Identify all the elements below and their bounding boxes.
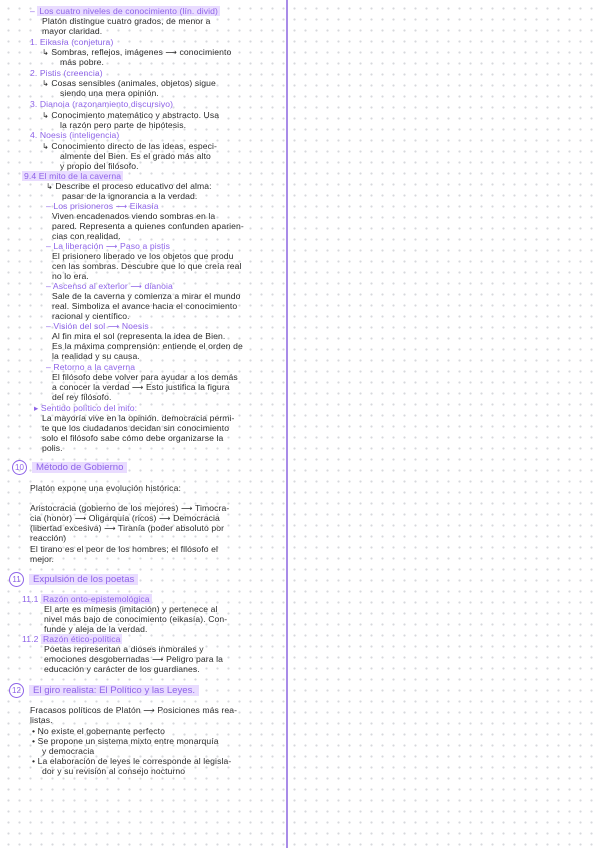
return-text: a conocer la verdad [52, 382, 130, 392]
sun-line: Es la máxima comprensión: entiende el orden de [52, 341, 243, 351]
arrow-icon: ⟶ [143, 706, 155, 715]
s12-bullet [32, 726, 165, 736]
bullet-dot: • [32, 726, 36, 736]
s10-text: cia (honor) [30, 513, 73, 523]
s12-bullet-text: La elaboración de leyes le corresponde al legisla- [37, 756, 232, 766]
noesis-text: Conocimiento directo de las ideas, especi- [51, 141, 217, 151]
s11-sub2-line: educación y carácter de los guardianes. [44, 664, 200, 674]
political-heading: Sentido político del mito: [40, 403, 138, 413]
cave-heading-line [22, 171, 123, 181]
dash-bullet: – [46, 241, 51, 251]
arrow-icon: ⟶ [74, 514, 87, 523]
s11-sub1-heading [22, 594, 152, 604]
bullet-dot: • [32, 736, 36, 746]
s10-text: Oligarquía (ricos) [88, 513, 157, 523]
subsection-title: Razón ético-política [43, 634, 121, 644]
eikasia-heading: 1. Eikasía (conjetura) [30, 37, 114, 47]
arrow-icon: ⟶ [107, 322, 120, 331]
ascent-stage: dianoia [144, 281, 173, 291]
levels-intro-line [30, 6, 220, 16]
s11-sub1-line: El arte es mímesis (imitación) y pertenece al [44, 604, 218, 614]
section-10-heading [12, 460, 127, 475]
ascent-line: real. Simboliza el avance hacia el conocimiento [52, 301, 238, 311]
s12-text: Posiciones más rea- [157, 705, 238, 715]
dash-bullet: – [46, 201, 51, 211]
dianoia-line: la razón pero parte de hipótesis. [60, 120, 187, 130]
hook-arrow-icon: ↳ [42, 111, 49, 120]
prisoners-line: pared. Representa a quienes confunden aparien- [52, 221, 244, 231]
s10-line: reacción) [30, 533, 67, 543]
s12-line: listas. [30, 715, 53, 725]
subsection-number: 11.1 [22, 594, 39, 604]
subsection-number: 11.2 [22, 634, 39, 644]
return-heading-line [46, 362, 135, 372]
eikasia-pre: Sombras, reflejos, imágenes [51, 47, 163, 57]
dash-bullet: – [46, 321, 51, 331]
levels-intro-heading: Los cuatro niveles de conocimiento (lín. divid) [39, 6, 218, 16]
s11-sub1-line: nivel más bajo de conocimiento (eikasía). Con- [44, 614, 228, 624]
s11-sub2-text: Peligro para la [166, 654, 223, 664]
noesis-line: almente del Bien. Es el grado más alto [60, 151, 211, 161]
liberation-stage: Paso a pistis [120, 241, 171, 251]
triangle-bullet-icon: ▸ [34, 403, 39, 413]
s10-line: mejor. [30, 554, 55, 564]
arrow-icon: ⟶ [105, 242, 118, 251]
political-line: La mayoría vive en la opinión. democracia permi- [42, 413, 235, 423]
political-line: te que los ciudadanos decidan sin conocimiento [42, 423, 230, 433]
cave-desc-text: Describe el proceso educativo del alma: [55, 181, 212, 191]
section-title: Expulsión de los poetas [29, 574, 138, 585]
prisoners-line: cias con realidad. [52, 231, 121, 241]
noesis-line: y propio del filósofo. [60, 161, 139, 171]
s12-line [30, 705, 237, 716]
section-number-circle: 10 [12, 460, 27, 475]
s10-text: (libertad excesiva) [30, 523, 102, 533]
s10-line: El tirano es el peor de los hombres; el filósofo el [30, 544, 219, 554]
return-text: Esto justifica la figura [145, 382, 230, 392]
sun-line: Al fin mira el sol (representa la idea de Bien. [52, 331, 226, 341]
s12-bullet-continuation: dor y su revisión al consejo nocturno [42, 766, 186, 776]
s12-bullet [32, 736, 219, 746]
arrow-icon: ⟶ [115, 202, 128, 211]
arrow-icon: ⟶ [131, 383, 144, 392]
sun-line: la realidad y su causa. [52, 351, 140, 361]
sun-label: Visión del sol [53, 321, 106, 331]
pistis-heading: 2. Pistis (creencia) [30, 68, 103, 78]
pistis-text: Cosas sensibles (animales, objetos) sigue [51, 78, 216, 88]
return-line: del rey filósofo. [52, 392, 112, 402]
s10-text: Democracia [173, 513, 220, 523]
cave-desc-line: pasar de la ignorancia a la verdad. [62, 191, 198, 201]
s10-intro: Platón expone una evolución histórica: [30, 483, 181, 493]
margin-line [286, 0, 288, 848]
liberation-line: cen las sombras. Descubre que lo que creía real [52, 261, 242, 271]
noesis-heading: 4. Noesis (inteligencia) [30, 130, 120, 140]
prisoners-line: Viven encadenados viendo sombras en la [52, 211, 216, 221]
section-number-circle: 11 [9, 572, 24, 587]
s12-bullet [32, 756, 231, 766]
s11-sub2-heading [22, 634, 122, 644]
cave-heading: 9.4 El mito de la caverna [24, 171, 122, 181]
s12-bullet-text: Se propone un sistema mixto entre monarquía [37, 736, 219, 746]
liberation-line: no lo era. [52, 271, 89, 281]
dianoia-text: Conocimiento matemático y abstracto. Usa [51, 110, 220, 120]
eikasia-line: más pobre. [60, 57, 104, 67]
section-title: El giro realista: El Político y las Leyes. [29, 685, 199, 696]
dash-bullet: – [30, 6, 35, 16]
section-11-heading [9, 572, 138, 587]
subsection-title: Razón onto-epistemológica [43, 594, 150, 604]
hook-arrow-icon: ↳ [42, 142, 49, 151]
section-12-heading [9, 683, 199, 698]
arrow-icon: ⟶ [104, 524, 116, 533]
dash-bullet: – [46, 362, 51, 372]
arrow-icon: ⟶ [152, 655, 164, 664]
political-line: solo el filósofo sabe cómo debe organizarse la [42, 433, 224, 443]
s10-text: Timocra- [194, 503, 230, 513]
hook-arrow-icon: ↳ [46, 182, 53, 191]
section-title: Método de Gobierno [32, 462, 127, 473]
section-number-circle: 12 [9, 683, 24, 698]
arrow-icon: ⟶ [130, 282, 142, 291]
eikasia-post: conocimiento [179, 47, 232, 57]
pistis-line: siendo una mera opinión. [60, 88, 159, 98]
arrow-icon: ⟶ [158, 514, 171, 523]
s12-bullet-continuation: y democracia [42, 746, 95, 756]
political-line: polis. [42, 443, 63, 453]
arrow-icon: ⟶ [165, 48, 177, 57]
liberation-line: El prisionero liberado ve los objetos que produ [52, 251, 234, 261]
ascent-line: Sale de la caverna y comienza a mirar el mundo [52, 291, 241, 301]
dash-bullet: – [46, 281, 51, 291]
s11-sub2-text: emociones desgobernadas [44, 654, 150, 664]
s11-sub2-line: Poetas representan a dioses inmorales y [44, 644, 204, 654]
ascent-line: racional y científico. [52, 311, 130, 321]
hook-arrow-icon: ↳ [42, 79, 49, 88]
political-heading-line [34, 403, 137, 413]
levels-desc-line: Platón distingue cuatro grados, de menor a [42, 16, 211, 26]
return-line: El filósofo debe volver para ayudar a los demás [52, 372, 238, 382]
s10-text: Tiranía (poder absoluto por [118, 523, 225, 533]
prisoners-stage: Eikasía [129, 201, 159, 211]
ascent-label: Ascenso al exterior [52, 281, 128, 291]
prisoners-label: Los prisioneros [53, 201, 114, 211]
liberation-label: La liberación [53, 241, 104, 251]
dianoia-heading: 3. Dianoia (razonamiento discursivo) [30, 99, 174, 109]
s12-bullet-text: No existe el gobernante perfecto [37, 726, 166, 736]
return-heading: Retorno a la caverna [53, 362, 136, 372]
levels-desc-line: mayor claridad. [42, 26, 103, 36]
hook-arrow-icon: ↳ [42, 48, 49, 57]
arrow-icon: ⟶ [181, 504, 193, 513]
s12-text: Fracasos políticos de Platón [30, 705, 141, 715]
bullet-dot: • [32, 756, 36, 766]
s10-text: Aristocracia (gobierno de los mejores) [30, 503, 179, 513]
s11-sub1-line: funde y aleja de la verdad. [44, 624, 148, 634]
sun-stage: Noesis [121, 321, 149, 331]
